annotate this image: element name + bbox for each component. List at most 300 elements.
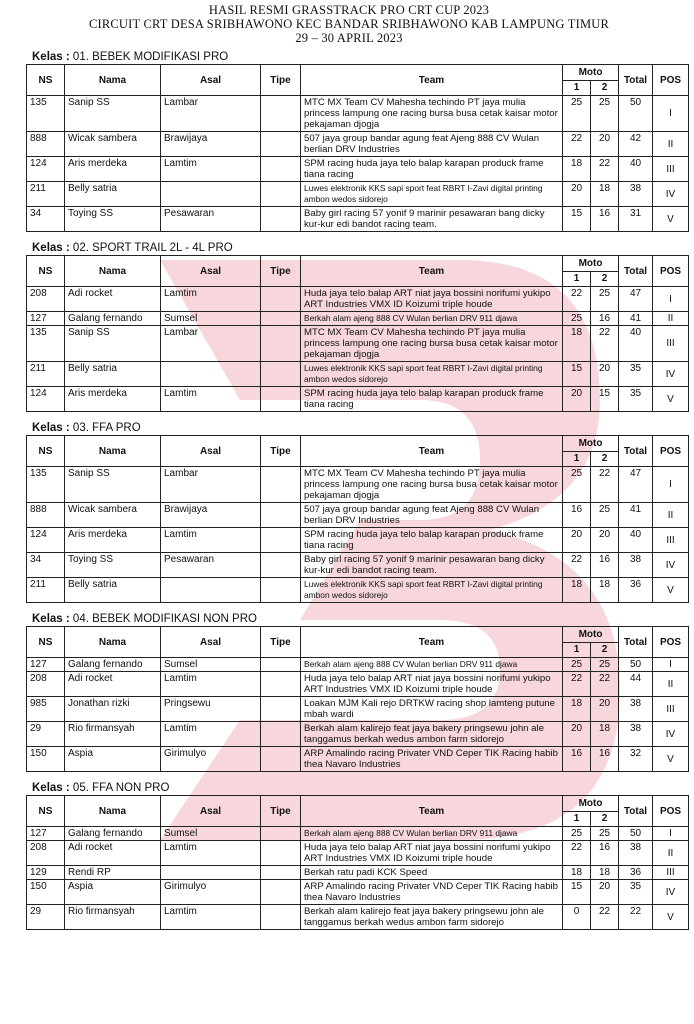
rider-name: Rio firmansyah [65,722,161,747]
col-team-header: Team [301,796,563,827]
moto1-score: 18 [563,326,591,362]
rider-team: SPM racing huda jaya telo balap karapan produck frame tiana racing [301,157,563,182]
class-label: Kelas : [32,613,70,625]
moto2-score: 22 [591,157,619,182]
position: I [653,287,689,312]
header-row [27,256,689,272]
moto2-score: 22 [591,326,619,362]
rider-type [261,578,301,603]
rider-number: 888 [27,132,65,157]
col-team-header: Team [301,65,563,96]
total-score: 35 [619,387,653,412]
rider-team: Huda jaya telo balap ART niat jaya bossini norifumi yukipo ART Industries VMX ID Koizumi triple houde [301,287,563,312]
col-moto-header: Moto [563,65,619,81]
col-moto1-header: 1 [563,271,591,287]
rider-origin: Sumsel [161,312,261,326]
col-moto2-header: 2 [591,642,619,658]
col-total-header: Total [619,627,653,658]
col-total-header: Total [619,256,653,287]
rider-number: 135 [27,326,65,362]
rider-type [261,287,301,312]
rider-team: 507 jaya group bandar agung feat Ajeng 888 CV Wulan berlian DRV Industries [301,503,563,528]
class-name: 04. BEBEK MODIFIKASI NON PRO [72,613,257,625]
rider-name: Sanip SS [65,96,161,132]
position: V [653,747,689,772]
rider-type [261,747,301,772]
position: I [653,658,689,672]
rider-name: Toying SS [65,207,161,232]
rider-name: Sanip SS [65,326,161,362]
rider-team: ARP Amalindo racing Privater VND Ceper TIK Racing habib thea Navaro Industries [301,880,563,905]
rider-name: Galang fernando [65,827,161,841]
rider-type [261,326,301,362]
col-asal-header: Asal [161,256,261,287]
col-nama-header: Nama [65,627,161,658]
class-title [32,782,672,794]
position: I [653,96,689,132]
header-row [27,436,689,452]
rider-type [261,467,301,503]
results-table [26,795,689,930]
moto2-score: 20 [591,880,619,905]
rider-type [261,312,301,326]
col-asal-header: Asal [161,627,261,658]
rider-origin [161,866,261,880]
table-row [27,528,689,553]
rider-name: Adi rocket [65,287,161,312]
position: V [653,207,689,232]
table-row [27,503,689,528]
table-row [27,697,689,722]
moto2-score: 25 [591,827,619,841]
rider-team: Loakan MJM Kali rejo DRTKW racing shop lamteng putune mbah wardi [301,697,563,722]
class-section [26,782,682,930]
rider-number: 129 [27,866,65,880]
rider-origin: Sumsel [161,658,261,672]
col-moto2-header: 2 [591,80,619,96]
moto2-score: 16 [591,841,619,866]
class-label: Kelas : [32,782,70,794]
position: IV [653,722,689,747]
rider-number: 150 [27,747,65,772]
rider-origin: Brawijaya [161,132,261,157]
rider-origin: Lambar [161,467,261,503]
rider-type [261,157,301,182]
position: III [653,157,689,182]
moto1-score: 25 [563,827,591,841]
table-row [27,841,689,866]
rider-origin: Girimulyo [161,747,261,772]
document-header [26,0,672,45]
rider-team: Baby girl racing 57 yonif 9 marinir pesawaran bang dicky kur-kur edi bandot racing team. [301,207,563,232]
moto1-score: 20 [563,182,591,207]
class-label: Kelas : [32,422,70,434]
moto1-score: 22 [563,132,591,157]
moto1-score: 22 [563,287,591,312]
class-section [26,422,682,603]
rider-team: Berkah alam ajeng 888 CV Wulan berlian DRV 911 djawa [301,312,563,326]
position: III [653,697,689,722]
col-tipe-header: Tipe [261,436,301,467]
total-score: 38 [619,553,653,578]
rider-number: 211 [27,578,65,603]
total-score: 38 [619,182,653,207]
class-title [32,242,672,254]
rider-type [261,672,301,697]
col-ns-header: NS [27,256,65,287]
rider-type [261,528,301,553]
rider-name: Rendi RP [65,866,161,880]
total-score: 44 [619,672,653,697]
class-label: Kelas : [32,242,70,254]
class-title [32,613,672,625]
col-moto1-header: 1 [563,642,591,658]
moto2-score: 20 [591,528,619,553]
rider-team: Berkah alam ajeng 888 CV Wulan berlian DRV 911 djawa [301,658,563,672]
table-row [27,182,689,207]
rider-type [261,697,301,722]
class-title [32,422,672,434]
moto2-score: 25 [591,658,619,672]
rider-name: Aris merdeka [65,387,161,412]
rider-origin: Pesawaran [161,207,261,232]
table-row [27,287,689,312]
rider-number: 888 [27,503,65,528]
table-row [27,747,689,772]
class-title [32,51,672,63]
moto1-score: 25 [563,658,591,672]
table-row [27,722,689,747]
moto2-score: 22 [591,905,619,930]
col-tipe-header: Tipe [261,256,301,287]
table-row [27,132,689,157]
col-moto1-header: 1 [563,451,591,467]
rider-type [261,866,301,880]
col-nama-header: Nama [65,436,161,467]
rider-number: 208 [27,672,65,697]
total-score: 36 [619,866,653,880]
rider-team: Berkah ratu padi KCK Speed [301,866,563,880]
table-row [27,827,689,841]
col-moto2-header: 2 [591,451,619,467]
rider-number: 985 [27,697,65,722]
moto2-score: 18 [591,578,619,603]
position: II [653,312,689,326]
col-pos-header: POS [653,796,689,827]
position: II [653,841,689,866]
rider-number: 124 [27,528,65,553]
table-row [27,157,689,182]
moto1-score: 18 [563,697,591,722]
header-title: HASIL RESMI GRASSTRACK PRO CRT CUP 2023 [208,3,490,17]
moto1-score: 16 [563,503,591,528]
rider-name: Toying SS [65,553,161,578]
rider-team: Berkah alam kalirejo feat jaya bakery pringsewu john ale tanggamus berkah wedus ambon farm sidorejo [301,905,563,930]
table-row [27,96,689,132]
total-score: 38 [619,697,653,722]
moto1-score: 15 [563,880,591,905]
total-score: 32 [619,747,653,772]
moto2-score: 22 [591,672,619,697]
rider-number: 124 [27,157,65,182]
class-section [26,242,682,412]
col-asal-header: Asal [161,65,261,96]
table-row [27,880,689,905]
table-row [27,553,689,578]
table-row [27,326,689,362]
table-row [27,672,689,697]
class-section [26,51,682,232]
moto2-score: 20 [591,132,619,157]
position: II [653,503,689,528]
moto1-score: 20 [563,528,591,553]
rider-name: Rio firmansyah [65,905,161,930]
rider-number: 34 [27,553,65,578]
moto2-score: 16 [591,553,619,578]
col-moto-header: Moto [563,436,619,452]
total-score: 40 [619,528,653,553]
moto2-score: 16 [591,312,619,326]
moto1-score: 25 [563,312,591,326]
rider-team: ARP Amalindo racing Privater VND Ceper TIK Racing habib thea Navaro Industries [301,747,563,772]
col-nama-header: Nama [65,256,161,287]
moto1-score: 22 [563,672,591,697]
rider-number: 211 [27,182,65,207]
rider-origin [161,182,261,207]
rider-team: Berkah alam ajeng 888 CV Wulan berlian DRV 911 djawa [301,827,563,841]
table-row [27,905,689,930]
header-venue: CIRCUIT CRT DESA SRIBHAWONO KEC BANDAR SRIBHAWONO KAB LAMPUNG TIMUR [88,17,610,31]
rider-team: Huda jaya telo balap ART niat jaya bossini norifumi yukipo ART Industries VMX ID Koizumi triple houde [301,841,563,866]
rider-number: 211 [27,362,65,387]
col-moto1-header: 1 [563,811,591,827]
total-score: 42 [619,132,653,157]
moto2-score: 25 [591,287,619,312]
rider-team: Luwes elektronik KKS sapi sport feat RBRT I-Zavi digital printing ambon wedos sidorejo [301,578,563,603]
table-row [27,362,689,387]
rider-number: 29 [27,722,65,747]
rider-name: Aspia [65,880,161,905]
col-ns-header: NS [27,65,65,96]
col-ns-header: NS [27,627,65,658]
position: III [653,866,689,880]
rider-name: Jonathan rizki [65,697,161,722]
rider-team: Huda jaya telo balap ART niat jaya bossini norifumi yukipo ART Industries VMX ID Koizumi triple houde [301,672,563,697]
rider-origin [161,578,261,603]
rider-type [261,182,301,207]
rider-number: 135 [27,96,65,132]
moto1-score: 18 [563,578,591,603]
rider-number: 208 [27,287,65,312]
class-name: 01. BEBEK MODIFIKASI PRO [72,51,229,63]
rider-number: 208 [27,841,65,866]
moto2-score: 22 [591,467,619,503]
col-team-header: Team [301,627,563,658]
rider-origin: Lamtim [161,528,261,553]
rider-type [261,96,301,132]
rider-name: Belly satria [65,362,161,387]
table-row [27,658,689,672]
col-moto1-header: 1 [563,80,591,96]
rider-origin: Lamtim [161,672,261,697]
moto1-score: 18 [563,866,591,880]
position: III [653,326,689,362]
col-asal-header: Asal [161,436,261,467]
rider-name: Wicak sambera [65,503,161,528]
table-row [27,866,689,880]
position: V [653,578,689,603]
col-ns-header: NS [27,796,65,827]
rider-origin: Lamtim [161,387,261,412]
col-pos-header: POS [653,256,689,287]
rider-team: Luwes elektronik KKS sapi sport feat RBRT I-Zavi digital printing ambon wedos sidorejo [301,362,563,387]
total-score: 50 [619,827,653,841]
header-date: 29 – 30 APRIL 2023 [295,31,403,45]
moto2-score: 25 [591,503,619,528]
rider-name: Belly satria [65,578,161,603]
rider-team: MTC MX Team CV Mahesha techindo PT jaya mulia princess lampung one racing bursa busa cetak kaisar motor pekajaman djogja [301,326,563,362]
position: III [653,528,689,553]
rider-team: SPM racing huda jaya telo balap karapan produck frame tiana racing [301,528,563,553]
rider-type [261,553,301,578]
total-score: 22 [619,905,653,930]
rider-type [261,207,301,232]
rider-origin: Pesawaran [161,553,261,578]
col-pos-header: POS [653,65,689,96]
rider-origin: Lamtim [161,157,261,182]
total-score: 31 [619,207,653,232]
rider-origin: Girimulyo [161,880,261,905]
moto2-score: 25 [591,96,619,132]
col-pos-header: POS [653,627,689,658]
moto1-score: 20 [563,722,591,747]
rider-origin [161,362,261,387]
moto2-score: 15 [591,387,619,412]
rider-name: Aris merdeka [65,528,161,553]
class-name: 02. SPORT TRAIL 2L - 4L PRO [72,242,233,254]
moto1-score: 16 [563,747,591,772]
rider-type [261,132,301,157]
total-score: 50 [619,96,653,132]
total-score: 38 [619,841,653,866]
table-row [27,312,689,326]
total-score: 35 [619,362,653,387]
header-row [27,627,689,643]
moto2-score: 16 [591,207,619,232]
position: II [653,132,689,157]
moto1-score: 25 [563,96,591,132]
col-moto-header: Moto [563,256,619,272]
moto2-score: 16 [591,747,619,772]
rider-type [261,722,301,747]
moto1-score: 15 [563,207,591,232]
rider-name: Sanip SS [65,467,161,503]
col-pos-header: POS [653,436,689,467]
results-table [26,64,689,232]
table-row [27,467,689,503]
col-ns-header: NS [27,436,65,467]
rider-name: Aris merdeka [65,157,161,182]
rider-name: Galang fernando [65,658,161,672]
moto1-score: 25 [563,467,591,503]
col-nama-header: Nama [65,65,161,96]
header-row [27,65,689,81]
moto1-score: 22 [563,841,591,866]
total-score: 47 [619,467,653,503]
col-moto2-header: 2 [591,271,619,287]
position: IV [653,182,689,207]
rider-type [261,362,301,387]
table-row [27,387,689,412]
rider-origin: Lamtim [161,905,261,930]
rider-number: 135 [27,467,65,503]
results-table [26,626,689,772]
col-team-header: Team [301,256,563,287]
rider-team: Luwes elektronik KKS sapi sport feat RBRT I-Zavi digital printing ambon wedos sidorejo [301,182,563,207]
class-name: 05. FFA NON PRO [72,782,170,794]
position: IV [653,362,689,387]
rider-type [261,841,301,866]
rider-type [261,658,301,672]
position: IV [653,553,689,578]
rider-number: 127 [27,658,65,672]
col-total-header: Total [619,65,653,96]
col-total-header: Total [619,436,653,467]
rider-type [261,905,301,930]
rider-number: 127 [27,827,65,841]
total-score: 38 [619,722,653,747]
moto2-score: 18 [591,722,619,747]
rider-name: Adi rocket [65,841,161,866]
total-score: 41 [619,503,653,528]
header-row [27,796,689,812]
position: V [653,387,689,412]
class-name: 03. FFA PRO [72,422,141,434]
total-score: 47 [619,287,653,312]
rider-name: Galang fernando [65,312,161,326]
moto1-score: 20 [563,387,591,412]
table-row [27,207,689,232]
col-team-header: Team [301,436,563,467]
rider-origin: Lamtim [161,287,261,312]
rider-type [261,827,301,841]
moto1-score: 15 [563,362,591,387]
rider-origin: Lamtim [161,722,261,747]
rider-team: SPM racing huda jaya telo balap karapan produck frame tiana racing [301,387,563,412]
moto2-score: 18 [591,182,619,207]
class-section [26,613,682,772]
moto1-score: 0 [563,905,591,930]
moto2-score: 18 [591,866,619,880]
class-label: Kelas : [32,51,70,63]
total-score: 40 [619,326,653,362]
rider-team: Baby girl racing 57 yonif 9 marinir pesawaran bang dicky kur-kur edi bandot racing team. [301,553,563,578]
rider-number: 34 [27,207,65,232]
position: IV [653,880,689,905]
total-score: 35 [619,880,653,905]
col-tipe-header: Tipe [261,65,301,96]
rider-number: 29 [27,905,65,930]
rider-number: 150 [27,880,65,905]
results-sections [26,51,682,930]
rider-origin: Lamtim [161,841,261,866]
col-moto-header: Moto [563,627,619,643]
rider-origin: Lambar [161,96,261,132]
moto2-score: 20 [591,362,619,387]
col-asal-header: Asal [161,796,261,827]
rider-team: MTC MX Team CV Mahesha techindo PT jaya mulia princess lampung one racing bursa busa cetak kaisar motor pekajaman djogja [301,96,563,132]
rider-team: Berkah alam kalirejo feat jaya bakery pringsewu john ale tanggamus berkah wedus ambon farm sidorejo [301,722,563,747]
